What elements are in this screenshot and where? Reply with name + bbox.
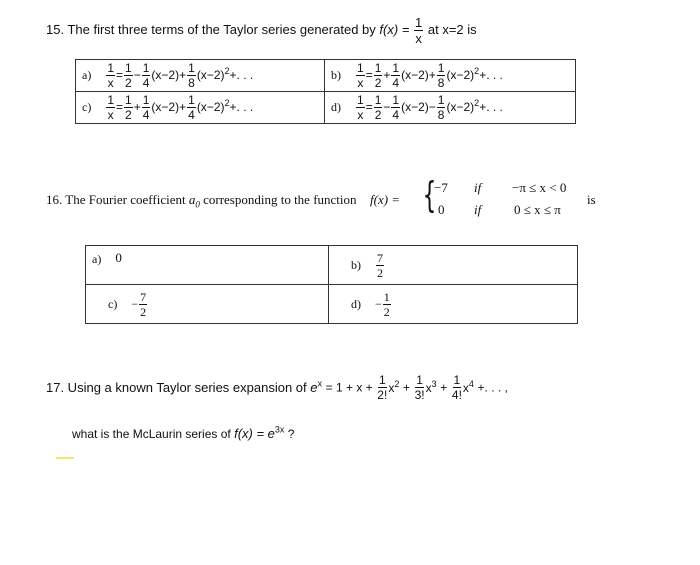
q16-text2: corresponding to the function: [203, 192, 357, 207]
q16-func: f(x) =: [370, 192, 401, 207]
q17-term1-frac: $\frac{1}{2!}$: [377, 373, 388, 402]
q15-text-body: The first three terms of the Taylor series generated by: [67, 21, 376, 37]
q16-option-c[interactable]: c) − $\frac{7}{2}$: [86, 285, 329, 324]
q15-option-b[interactable]: [325, 60, 576, 92]
q17-func: $f(x) = e^{3x}$: [234, 424, 285, 441]
q17-term2: $x^3$: [425, 378, 437, 395]
q17-plus2: +: [440, 380, 448, 395]
option-expression: $\frac{1}{x}$ = $\frac{1}{2}$ − $\frac{1}{4}$ (x−2)+ $\frac{1}{8}$ $(x-2)^2+$. . .: [107, 61, 254, 90]
q17-term2-frac: $\frac{1}{3!}$: [414, 373, 425, 402]
q17-series-start: = 1 + x +: [325, 380, 373, 395]
highlight-mark: [56, 457, 74, 459]
q16-case1-if: if: [474, 180, 482, 195]
q17-term3: $x^4$: [462, 378, 474, 395]
option-label: d): [331, 100, 341, 114]
q15-tail: at x=2 is: [427, 21, 477, 37]
q15-func: f(x) =: [379, 21, 410, 37]
q17-term3-frac: $\frac{1}{4!}$: [451, 373, 462, 402]
q16-case2-cond: 0 ≤ x ≤ π: [514, 202, 561, 217]
q17-line2-text: what is the McLaurin series of: [72, 427, 231, 441]
q16-case2-val: 0: [438, 202, 445, 217]
q16-coef: $a_0$: [188, 192, 200, 210]
q15-option-c[interactable]: [76, 92, 325, 124]
q16-case1-cond: −π ≤ x < 0: [512, 180, 567, 195]
q17-series-end: +. . . ,: [477, 380, 508, 395]
q15-options-table: [75, 59, 576, 124]
q17-text: 17. Using a known Taylor series expansion of: [46, 380, 307, 395]
q17-prompt: [46, 374, 508, 401]
q16-case1-val: −7: [434, 180, 448, 195]
option-expression: $\frac{1}{x}$ = $\frac{1}{2}$ + $\frac{1}{4}$ (x−2)+ $\frac{1}{4}$ $(x-2)^2+$. . .: [107, 93, 254, 122]
q16-option-d[interactable]: d) − $\frac{1}{2}$: [329, 285, 578, 324]
option-label: b): [331, 68, 341, 82]
q16-option-a[interactable]: a) 0: [86, 246, 329, 285]
q15-prompt: [46, 16, 477, 45]
q16-tail: is: [587, 192, 596, 207]
q17-qmark: ?: [287, 427, 295, 441]
q16-case2-if: if: [474, 202, 482, 217]
q15-text: 15.: [46, 21, 65, 37]
option-expression: $\frac{1}{x}$ = $\frac{1}{2}$ + $\frac{1}{4}$ (x−2)+ $\frac{1}{8}$ $(x-2)^2+$. . .: [357, 61, 503, 90]
q16-brace: {: [422, 175, 437, 216]
q17-term1: $x^2$: [388, 378, 400, 395]
q15-option-d[interactable]: [325, 92, 576, 124]
q16-prompt: [46, 175, 606, 222]
q16-options-table: [85, 245, 578, 324]
q15-option-a[interactable]: [76, 60, 325, 92]
option-label: a): [82, 68, 92, 82]
q15-fraction: $\frac{1}{x}$: [415, 15, 423, 46]
option-label: c): [82, 100, 92, 114]
q17-exp-base: $e^x$: [310, 378, 322, 395]
q16-text: 16. The Fourier coefficient: [46, 192, 186, 207]
q17-plus1: +: [402, 380, 410, 395]
option-expression: $\frac{1}{x}$ = $\frac{1}{2}$ − $\frac{1}{4}$ (x−2)− $\frac{1}{8}$ $(x-2)^2+$. . .: [357, 93, 503, 122]
q17-line2: [72, 426, 294, 441]
q16-option-b[interactable]: b) $\frac{7}{2}$: [329, 246, 578, 285]
